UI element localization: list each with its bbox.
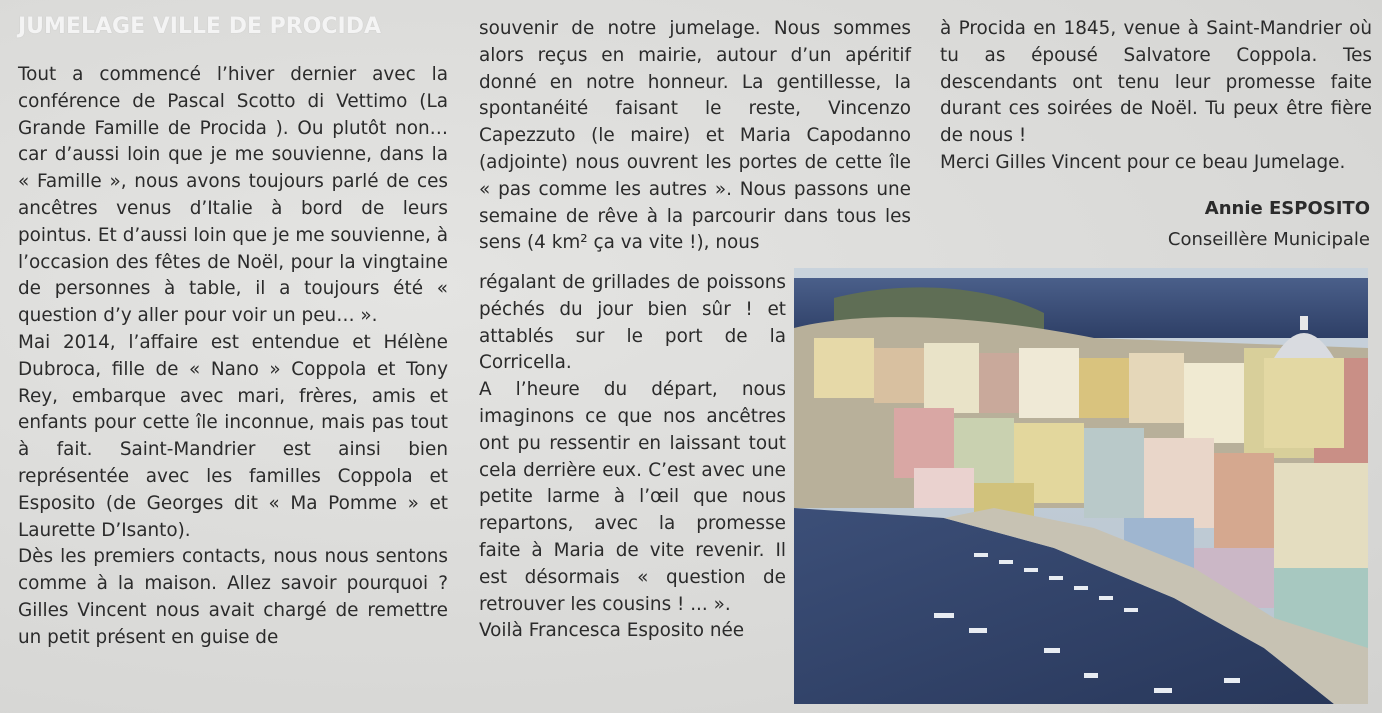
- procida-harbor-photo: [794, 268, 1368, 704]
- paragraph: à Procida en 1845, venue à Saint-Mandrier où tu as épousé Salvatore Coppola. Tes descendants ont tenu leur promesse faite durant ces soirées de Noël. Tu peux être fière de nous !: [940, 18, 1372, 147]
- column-2-top: [479, 16, 911, 257]
- paragraph: Merci Gilles Vincent pour ce beau Jumelage.: [940, 151, 1346, 173]
- signature-name: Annie ESPOSITO: [1204, 198, 1370, 219]
- paragraph: régalant de grillades de poissons péchés du jour bien sûr ! et attablés sur le port de la Corricella.: [479, 272, 786, 374]
- paragraph: Dès les premiers contacts, nous nous sentons comme à la maison. Allez savoir pourquoi ? Gilles Vincent nous avait chargé de remettre un petit présent en guise de: [18, 546, 448, 648]
- article-title: JUMELAGE VILLE DE PROCIDA: [18, 14, 382, 39]
- column-2-bottom: [479, 270, 786, 645]
- paragraph: souvenir de notre jumelage. Nous sommes alors reçus en mairie, autour d’un apéritif donné en notre honneur. La gentillesse, la spontanéité faisant le reste, Vincenzo Capezzuto (le maire) et Maria Capodanno (adjointe) nous ouvrent les portes de cette île « pas comme les autres ». Nous passons une semaine de rêve à la parcourir dans tous les sens (4 km² ça va vite !), nous: [479, 18, 911, 254]
- column-3: [940, 16, 1372, 177]
- signature-role: Conseillère Municipale: [1167, 229, 1370, 250]
- paragraph: Voilà Francesca Esposito née: [479, 620, 745, 642]
- paragraph: Mai 2014, l’affaire est entendue et Hélène Dubroca, fille de « Nano » Coppola et Tony Rey, embarque avec mari, frères, amis et enfants pour cette île inconnue, mais pas tout à fait. Saint-Mandrier est ainsi bien représentée avec les familles Coppola et Esposito (de Georges dit « Ma Pomme » et Laurette D’Isanto).: [18, 331, 448, 541]
- paragraph: A l’heure du départ, nous imaginons ce que nos ancêtres ont pu ressentir en laissant tout cela derrière eux. C’est avec une petite larme à l’œil que nous repartons, avec la promesse faite à Maria de vite revenir. Il est désormais « question de retrouver les cousins ! ... ».: [479, 379, 786, 615]
- harbor-illustration: [794, 268, 1368, 704]
- paragraph: Tout a commencé l’hiver dernier avec la conférence de Pascal Scotto di Vettimo (La Grande Famille de Procida ). Ou plutôt non… car d’aussi loin que je me souvienne, dans la « Famille », nous avons toujours parlé de ces ancêtres venus d’Italie à bord de leurs pointus. Et d’aussi loin que je me souvienne, à l’occasion des fêtes de Noël, pour la vingtaine de personnes à table, il a toujours été « question d’y aller pour voir un peu… ».: [18, 64, 448, 327]
- column-1: [18, 62, 448, 652]
